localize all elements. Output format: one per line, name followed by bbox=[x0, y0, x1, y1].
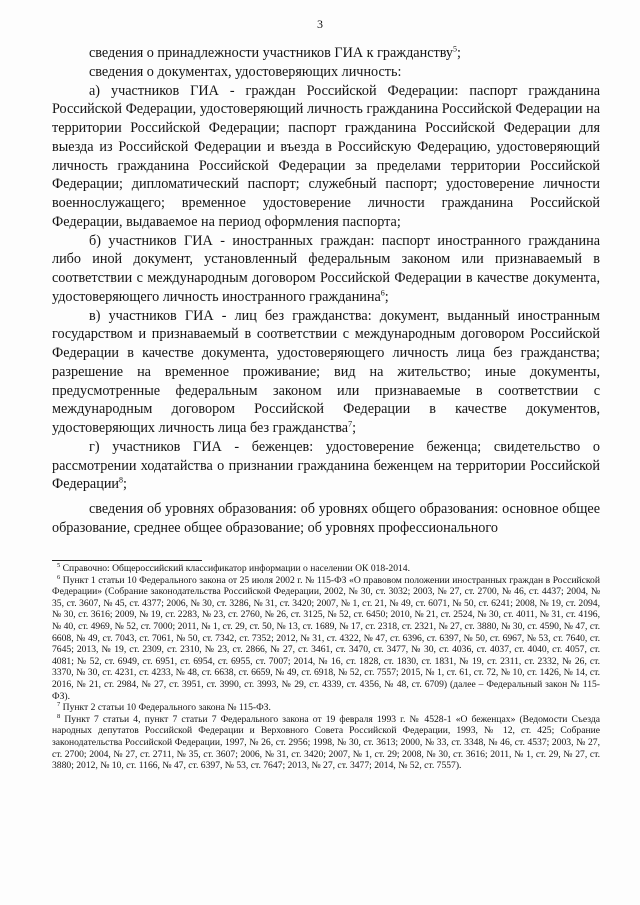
footnote-8: $^8$ Пункт 7 статьи 4, пункт 7 статьи 7 Федерального закона от 19 февраля 1993 г. № 4528-1 «О беженцах» (Ведомости Съезда народных депутатов Российской Федерации и Верховного Совета Российской Федерации, 1993, № 12, ст. 425; Собрание законодательства Российской Федерации, 1997, № 26, ст. 2956; 1998, № 30, ст. 3613; 2000, № 33, ст. 3348, № 46, ст. 4537; 2003, № 27, ст. 2700; 2004, № 27, ст. 2711, № 35, ст. 3607; 2006, № 31, ст. 3420; 2007, № 1, ст. 29; 2008, № 30, ст. 3616; 2011, № 1, ст. 29, № 27, ст. 3880; 2012, № 10, ст. 1166, № 47, ст. 6397, № 53, ст. 7647; 2013, № 27, ст. 3477; 2014, № 52, ст. 7557). bbox=[52, 712, 600, 772]
paragraph-item-a: а) участников ГИА - граждан Российской Федерации: паспорт гражданина Российской Федерации, удостоверяющий личность гражданина Российской Федерации на территории Российской Федерации; паспорт гражданина Российской Федерации для выезда из Российской Федерации и въезда в Российскую Федерацию, удостоверяющий личность гражданина Российской Федерации за пределами территории Российской Федерации; дипломатический паспорт; служебный паспорт; удостоверение личности военнослужащего; временное удостоверение личности гражданина Российской Федерации, выдаваемое на период оформления паспорта; bbox=[52, 82, 600, 230]
paragraph-item-g: г) участников ГИА - беженцев: удостоверение беженца; свидетельство о рассмотрении ходатайства о признании гражданина беженцем на территории Российской Федерации$^8$; bbox=[52, 438, 600, 493]
footnotes bbox=[52, 563, 600, 772]
paragraph-identity-docs: сведения о документах, удостоверяющих личность: bbox=[89, 63, 402, 80]
paragraph-citizenship: сведения о принадлежности участников ГИА к гражданству$^5$; bbox=[89, 44, 461, 61]
footnote-6: $^6$ Пункт 1 статьи 10 Федерального закона от 25 июля 2002 г. № 115-ФЗ «О правовом положении иностранных граждан в Российской Федерации» (Собрание законодательства Российской Федерации, 2002, № 30, ст. 3032; 2003, № 27, ст. 2700, № 46, ст. 4437; 2004, № 35, ст. 3607, № 45, ст. 4377; 2006, № 30, ст. 3286, № 31, ст. 3420; 2007, № 1, ст. 21, № 49, ст. 6071, № 50, ст. 6241; 2008, № 19, ст. 2094, № 30, ст. 3616; 2009, № 19, ст. 2283, № 23, ст. 2760, № 26, ст. 3125, № 52, ст. 6450; 2010, № 21, ст. 2524, № 30, ст. 4011, № 31, ст. 4196, № 40, ст. 4969, № 52, ст. 7000; 2011, № 1, ст. 29, ст. 50, № 13, ст. 1689, № 17, ст. 2318, ст. 2321, № 27, ст. 3880, № 30, ст. 4590, № 47, ст. 6608, № 49, ст. 7043, ст. 7061, № 50, ст. 7342, ст. 7352; 2012, № 31, ст. 4322, № 47, ст. 6396, ст. 6397, № 50, ст. 6967, № 53, ст. 7640, ст. 7645; 2013, № 19, ст. 2309, ст. 2310, № 23, ст. 2866, № 27, ст. 3461, ст. 3470, ст. 3477, № 30, ст. 4036, ст. 4037, ст. 4040, ст. 4057, ст. 4081; № 52, ст. 6949, ст. 6951, ст. 6954, ст. 6955, ст. 7007; 2014, № 16, ст. 1828, ст. 1830, ст. 1831, № 19, ст. 2311, ст. 2332, № 26, ст. 3370, № 30, ст. 4231, ст. 4233, № 48, ст. 6638, ст. 6659, № 49, ст. 6918, № 52, ст. 7557; 2015, № 1, ст. 61, ст. 72, № 10, ст. 1426, № 14, ст. 2016, № 21, ст. 2984, № 27, ст. 3951, ст. 3990, ст. 3993, № 29, ст. 4339, ст. 4356, № 48, ст. 6709) (далее – Федеральный закон № 115-ФЗ). bbox=[52, 573, 600, 702]
main-text bbox=[52, 44, 600, 538]
footnote-ref-5[interactable]: 5 bbox=[453, 44, 458, 54]
paragraph-education-levels: сведения об уровнях образования: об уровнях общего образования: основное общее образование, среднее общее образование; об уровнях профессионального bbox=[52, 501, 600, 536]
footnote-7: $^7$ Пункт 2 статьи 10 Федерального закона № 115-ФЗ. bbox=[57, 700, 271, 714]
footnote-5: $^5$ Справочно: Общероссийский классификатор информации о населении ОК 018-2014. bbox=[57, 561, 410, 574]
footnote-separator bbox=[52, 560, 202, 561]
page-number: 3 bbox=[317, 17, 323, 31]
paragraph-item-b: б) участников ГИА - иностранных граждан: паспорт иностранного гражданина либо иной документ, установленный федеральным законом или признаваемый в соответствии с международным договором Российской Федерации в качестве документа, удостоверяющего личность иностранного гражданина$^6$; bbox=[52, 232, 600, 305]
footnote-ref-6[interactable]: 6 bbox=[380, 288, 385, 298]
paragraph-item-v: в) участников ГИА - лиц без гражданства: документ, выданный иностранным государством и признаваемый в соответствии с международным договором Российской Федерации в качестве документа, удостоверяющего личность лица без гражданства; разрешение на временное проживание; вид на жительство; иные документы, предусмотренные федеральным законом или признаваемые в соответствии с международным договором Российской Федерации в качестве документов, удостоверяющих личность лица без гражданства$^7$; bbox=[52, 307, 600, 436]
footnote-ref-7[interactable]: 7 bbox=[348, 419, 353, 429]
footnote-ref-8[interactable]: 8 bbox=[119, 475, 124, 485]
